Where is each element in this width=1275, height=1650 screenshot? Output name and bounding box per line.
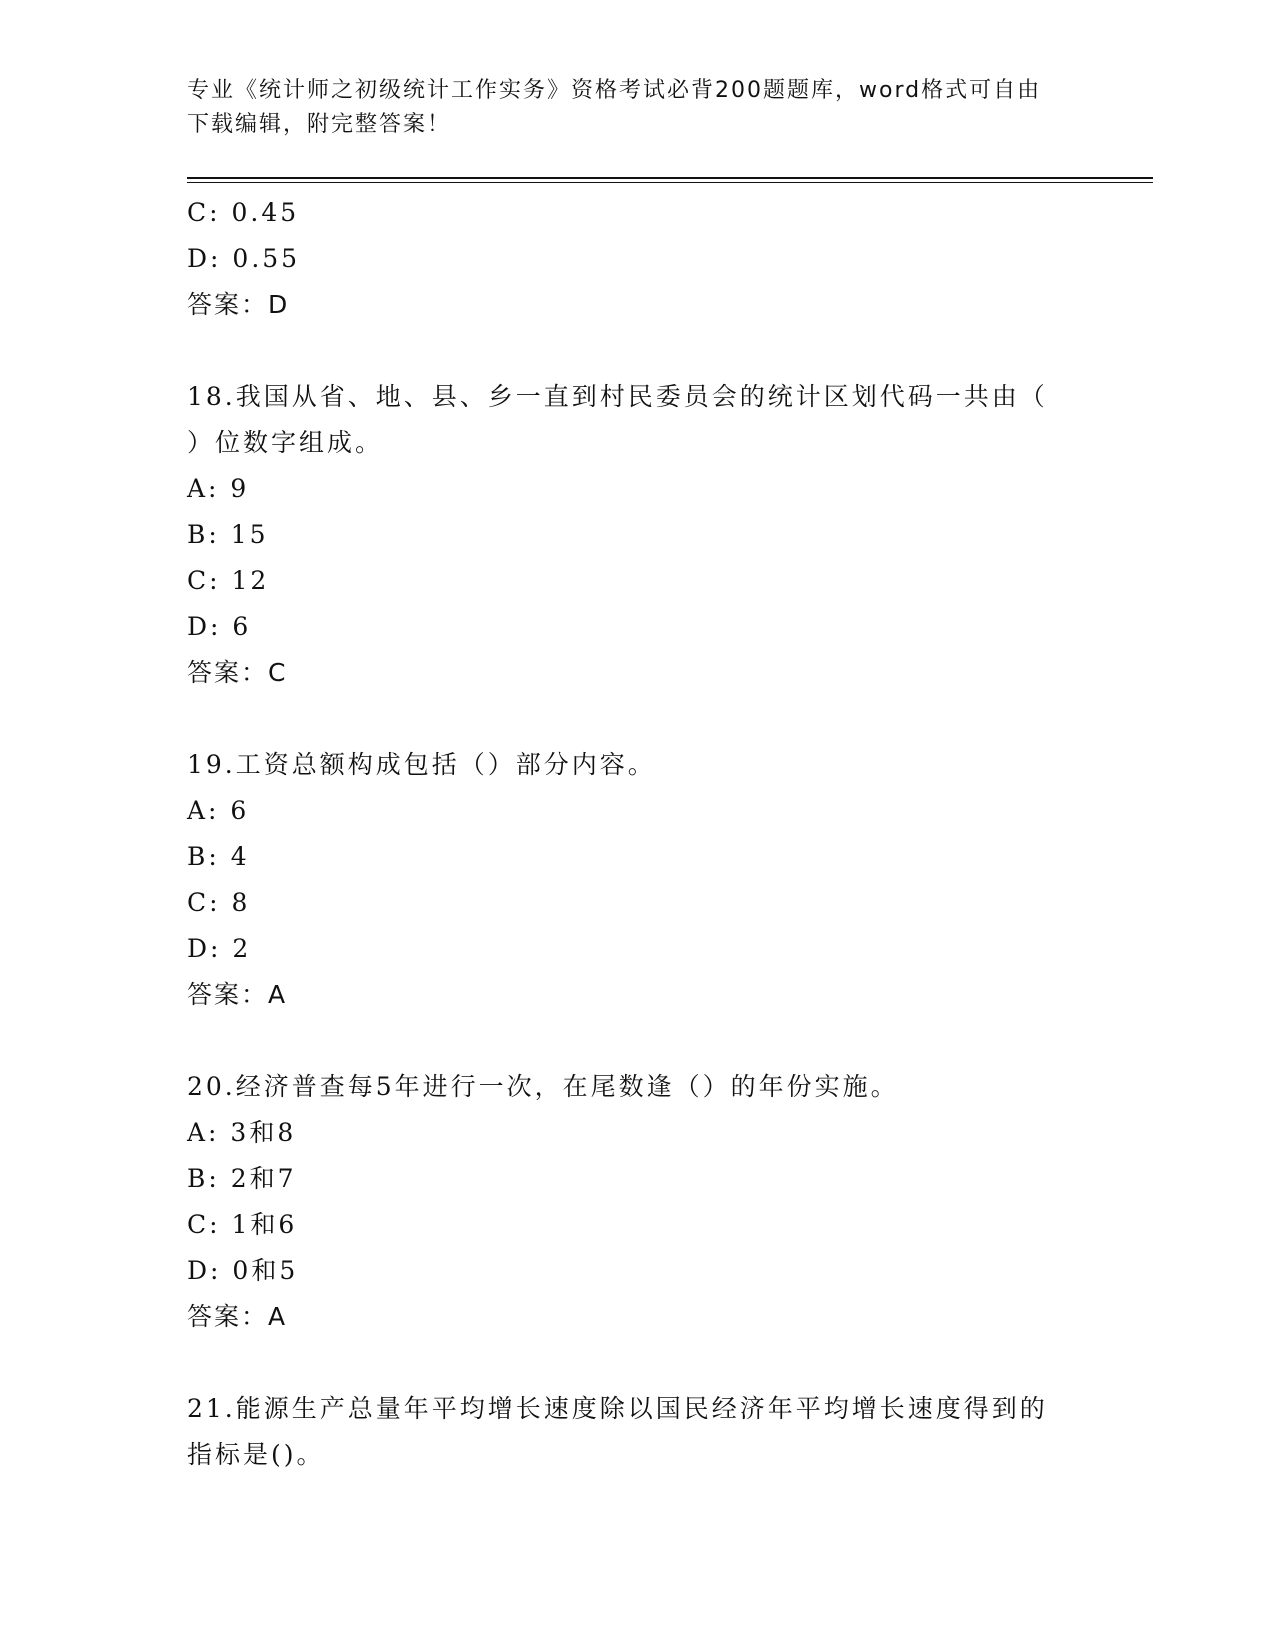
question-20	[187, 1064, 1087, 1340]
option-c: C: 1和6	[187, 1210, 298, 1239]
question-text-cont: ）位数字组成。	[187, 428, 384, 457]
header-rule-thick	[187, 177, 1153, 179]
option-b: B: 15	[187, 520, 269, 549]
prev-question-block	[187, 190, 1087, 328]
option-d: D: 6	[187, 612, 252, 641]
document-header	[187, 74, 1087, 142]
option-c: C: 8	[187, 888, 251, 917]
option-d: D: 0.55	[187, 244, 301, 273]
header-line-2: 下载编辑，附完整答案！	[187, 112, 452, 137]
question-text-cont: 指标是()。	[187, 1440, 325, 1469]
question-text: 20.经济普查每5年进行一次，在尾数逢（）的年份实施。	[187, 1072, 899, 1101]
question-19	[187, 742, 1087, 1018]
answer-label: 答案：D	[187, 290, 290, 319]
question-text: 18.我国从省、地、县、乡一直到村民委员会的统计区划代码一共由（	[187, 382, 1048, 411]
option-c: C: 0.45	[187, 198, 300, 227]
option-a: A: 6	[187, 796, 250, 825]
question-21	[187, 1386, 1087, 1478]
spacer	[187, 696, 1087, 742]
option-b: B: 2和7	[187, 1164, 297, 1193]
option-a: A: 9	[187, 474, 250, 503]
answer-label: 答案：A	[187, 1302, 288, 1331]
spacer	[187, 1018, 1087, 1064]
option-d: D: 0和5	[187, 1256, 299, 1285]
question-text: 19.工资总额构成包括（）部分内容。	[187, 750, 656, 779]
option-c: C: 12	[187, 566, 270, 595]
question-text: 21.能源生产总量年平均增长速度除以国民经济年平均增长速度得到的	[187, 1394, 1048, 1423]
question-18	[187, 374, 1087, 696]
answer-label: 答案：A	[187, 980, 288, 1009]
header-line-1: 专业《统计师之初级统计工作实务》资格考试必背200题题库，word格式可自由	[187, 78, 1042, 103]
spacer	[187, 1340, 1087, 1386]
question-list	[187, 190, 1087, 1478]
spacer	[187, 328, 1087, 374]
header-rule-thin	[187, 182, 1153, 183]
answer-label: 答案：C	[187, 658, 288, 687]
option-a: A: 3和8	[187, 1118, 297, 1147]
option-b: B: 4	[187, 842, 250, 871]
option-d: D: 2	[187, 934, 252, 963]
